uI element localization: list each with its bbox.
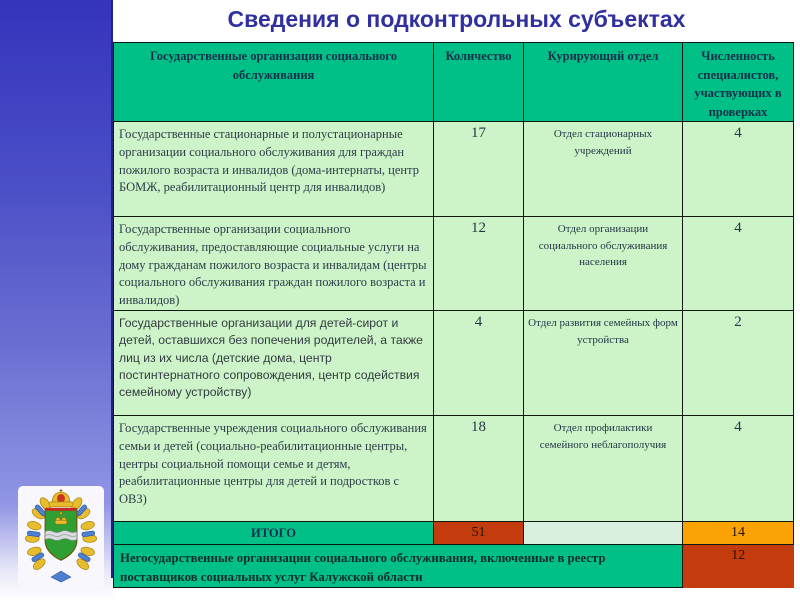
count-cell: 18	[434, 416, 524, 522]
org-type-cell: Государственные учреждения социального обслуживания семьи и детей (социально-реабилитационные центры, центры социальной помощи семье и детям, реабилитационные центры для детей и подростков с ОВЗ)	[114, 416, 434, 522]
total-label-cell: ИТОГО	[114, 522, 434, 545]
kaluga-coat-of-arms	[18, 486, 104, 588]
slide-title: Сведения о подконтрольных субъектах	[227, 6, 686, 32]
department-cell: Отдел организации социального обслуживания населения	[524, 217, 683, 311]
table-row	[114, 311, 794, 416]
ngo-count-cell: 12	[683, 545, 794, 588]
total-specialists-cell: 14	[683, 522, 794, 545]
col-header-specialists: Численность специалистов, участвующих в проверках	[683, 43, 794, 122]
department-cell: Отдел развития семейных форм устройства	[524, 311, 683, 416]
specialists-cell: 4	[683, 217, 794, 311]
count-cell: 12	[434, 217, 524, 311]
department-cell: Отдел профилактики семейного неблагополучия	[524, 416, 683, 522]
count-cell: 17	[434, 122, 524, 217]
table-row	[114, 122, 794, 217]
table-row	[114, 416, 794, 522]
col-header-department: Курирующий отдел	[524, 43, 683, 122]
specialists-cell: 4	[683, 416, 794, 522]
org-type-cell: Государственные стационарные и полустационарные организации социального обслуживания для граждан пожилого возраста и инвалидов (дома-интернаты, центр БОМЖ, реабилитационный центр для инвалидов)	[114, 122, 434, 217]
col-header-organizations: Государственные организации социального обслуживания	[114, 43, 434, 122]
table-row	[114, 217, 794, 311]
col-header-count: Количество	[434, 43, 524, 122]
org-type-cell: Государственные организации для детей-сирот и детей, оставшихся без попечения родителей, а также лиц из их числа (детские дома, центр постинтернатного сопровождения, центр содействия семейному устройству)	[114, 311, 434, 416]
org-type-cell: Государственные организации социального обслуживания, предоставляющие социальные услуги на дому гражданам пожилого возраста и инвалидам (центры социального обслуживания граждан пожилого возраста и инвалидов)	[114, 217, 434, 311]
specialists-cell: 2	[683, 311, 794, 416]
controlled-subjects-table	[113, 42, 794, 588]
table-header-row	[114, 43, 794, 122]
kaluga-coat-of-arms-icon	[21, 489, 101, 586]
specialists-cell: 4	[683, 122, 794, 217]
ngo-description-cell: Негосударственные организации социального обслуживания, включенные в реестр поставщиков социальных услуг Калужской области	[114, 545, 683, 588]
total-count-cell: 51	[434, 522, 524, 545]
ngo-row	[114, 545, 794, 588]
department-cell: Отдел стационарных учреждений	[524, 122, 683, 217]
count-cell: 4	[434, 311, 524, 416]
total-row	[114, 522, 794, 545]
total-empty-cell	[524, 522, 683, 545]
